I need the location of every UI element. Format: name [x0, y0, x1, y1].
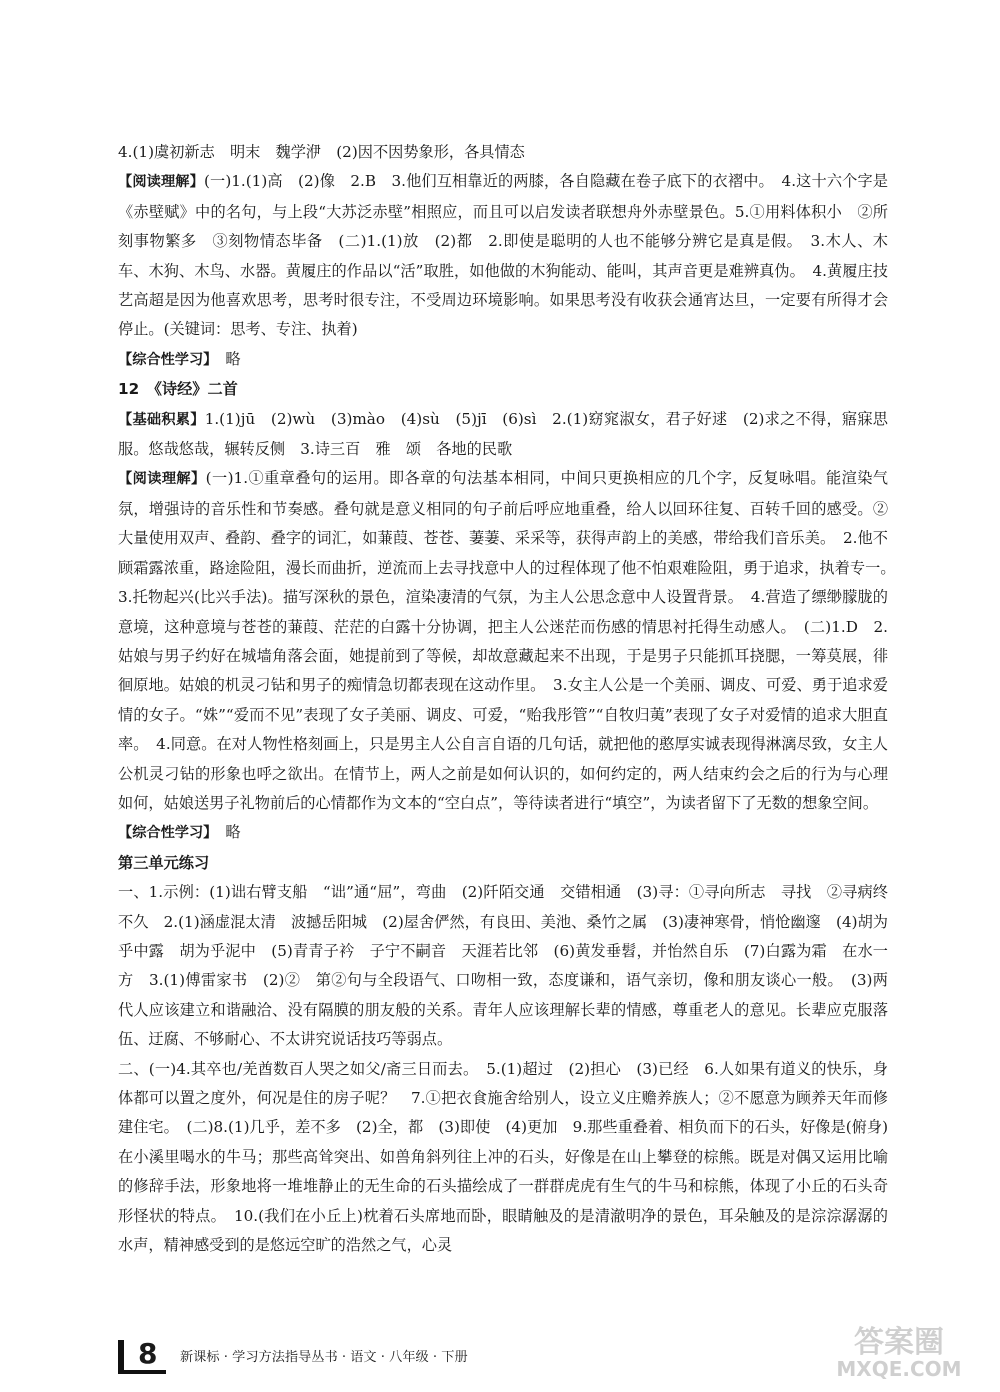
reading-comprehension-block — [118, 167, 888, 344]
reading-comprehension-answers-2: (一)1.①重章叠句的运用。即各章的句法基本相同，中间只更换相应的几个字，反复咏唱。能渲染气氛，增强诗的音乐性和节奏感。叠句就是意义相同的句子前后呼应地重叠，给人以回环往复、百转千回的感受。②大量使用双声、叠韵、叠字的词汇，如蒹葭、苍苍、萋萋、采采等，获得声韵上的美感，带给我们音乐美。 2.他不顾霜露浓重，路途险阻，漫长而曲折，逆流而上去寻找意中人的过程体现了他不怕艰难险阻，勇于追求，执着专一。 3.托物起兴(比兴手法)。描写深秋的景色，渲染凄清的气氛，为主人公思念意中人设置背景。 4.营造了缥缈朦胧的意境，这种意境与苍苍的蒹葭、茫茫的白露十分协调，把主人公迷茫而伤感的情思衬托得生动感人。 (二)1.D 2.姑娘与男子约好在城墙角落会面，她提前到了等候，却故意藏起来不出现，于是男子只能抓耳挠腮，一筹莫展，徘徊原地。姑娘的机灵刁钻和男子的痴情急切都表现在这动作里。 3.女主人公是一个美丽、调皮、可爱、勇于追求爱情的女子。“姝”“爱而不见”表现了女子美丽、调皮、可爱，“贻我彤管”“自牧归荑”表现了女子对爱情的追求大胆直率。 4.同意。在对人物性格刻画上，只是男主人公自言自语的几句话，就把他的憨厚实诚表现得淋漓尽致，女主人公机灵刁钻的形象也呼之欲出。在情节上，两人之前是如何认识的，如何约定的，两人结束约会之后的行为与心理如何，姑娘送男子礼物前后的心情都作为文本的“空白点”，等待读者进行“填空”，为读者留下了无数的想象空间。 — [118, 469, 904, 812]
page-content — [118, 138, 904, 1260]
integrated-learning-heading: 【综合性学习】 — [118, 351, 211, 368]
page-footer — [118, 1338, 718, 1378]
unit-3-part-1: 一、1.示例：(1)诎右臂支船 “诎”通“屈”，弯曲 (2)阡陌交通 交错相通 (3)寻：①寻向所志 寻找 ②寻病终 不久 2.(1)涵虚混太清 波撼岳阳城 (2)屋舍俨然，有良田、美池、桑竹之属 (3)凄神寒骨，悄怆幽邃 (4)胡为乎中露 胡为乎泥中 (5)青青子衿 子宁不嗣音 天涯若比邻 (6)黄发垂髫，并怡然自乐 (7)白露为霜 在水一方 3.(1)傅雷家书 (2)② 第②句与全段语气、口吻相一致，态度谦和，语气亲切，像和朋友谈心一般。 (3)两代人应该建立和谐融洽、没有隔膜的朋友般的关系。青年人应该理解长辈的情感，尊重老人的意见。长辈应克服落伍、迂腐、不够耐心、不太讲究说话技巧等弱点。 — [118, 883, 904, 1049]
unit-3-part-2: 二、(一)4.其卒也/羌酋数百人哭之如父/斋三日而去。 5.(1)超过 (2)担心 (3)已经 6.人如果有道义的快乐，身体都可以置之度外，何况是住的房子呢？ 7.①把衣食施舍给别人，设立义庄赡养族人；②不愿意为顾养天年而修建住宅。 (二)8.(1)几乎，差不多 (2)全，都 (3)即使 (4)更加 9.那些重叠着、相负而下的石头，好像是(俯身)在小溪里喝水的牛马；那些高耸突出、如兽角斜列往上冲的石头，好像是在山上攀登的棕熊。既是对偶又运用比喻的修辞手法，形象地将一堆堆静止的无生命的石头描绘成了一群群虎虎有生气的牛马和棕熊，体现了小丘的石头奇形怪状的特点。 10.(我们在小丘上)枕着石头席地而卧，眼睛触及的是清澈明净的景色，耳朵触及的是淙淙潺潺的水声，精神感受到的是悠远空旷的浩然之气，心灵 — [118, 1059, 888, 1255]
reading-comprehension-answers: (一)1.(1)高 (2)像 2.B 3.他们互相靠近的两膝，各自隐藏在卷子底下的衣褶中。 4.这十六个字是《赤壁赋》中的名句，与上段“大苏泛赤壁”相照应，而且可以启发读者联想舟外赤壁景色。5.①用料体积小 ②所刻事物繁多 ③刻物情态毕备 (二)1.(1)放 (2)都 2.即使是聪明的人也不能够分辨它是真是假。 3.木人、木车、木狗、木鸟、水器。黄履庄的作品以“活”取胜，如他做的木狗能动、能叫，其声音更是难辨真伪。 4.黄履庄技艺高超是因为他喜欢思考，思考时很专注，不受周边环境影响。如果思考没有收获会通宵达旦，一定要有所得才会停止。(关键词：思考、专注、执着) — [118, 172, 888, 339]
watermark-text-bottom: MXQE.COM — [836, 1357, 962, 1381]
page-number-underline — [118, 1370, 166, 1374]
basic-accumulation-answers: 1.(1)jū (2)wù (3)mào (4)sù (5)jī (6)sì 2.(1)窈窕淑女，君子好逑 (2)求之不得，寤寐思服。悠哉悠哉，辗转反侧 3.诗三百 雅 颂 各地的民歌 — [118, 409, 888, 459]
integrated-learning-block-2 — [118, 818, 888, 848]
reading-comprehension-block-2 — [118, 464, 904, 818]
watermark-text-top: 答案圈 — [854, 1325, 944, 1360]
answer-line-4: 4.(1)虞初新志 明末 魏学洢 (2)因不因势象形，各具情态 — [118, 143, 525, 161]
unit-3-exercise-title: 第三单元练习 — [118, 853, 210, 872]
integrated-learning-answer-2: 略 — [210, 823, 241, 842]
integrated-learning-heading-2: 【综合性学习】 — [118, 825, 211, 842]
page-number: 8 — [138, 1337, 158, 1370]
reading-comprehension-heading: 【阅读理解】 — [118, 174, 204, 191]
page-number-bar — [118, 1340, 124, 1374]
lesson-12-title: 12 《诗经》二首 — [118, 380, 238, 399]
basic-accumulation-block — [118, 405, 888, 465]
book-series-title: 新课标 · 学习方法指导丛书 · 语文 · 八年级 · 下册 — [180, 1350, 468, 1365]
watermark-logo — [810, 1320, 988, 1382]
integrated-learning-answer: 略 — [210, 349, 241, 368]
integrated-learning-block-1 — [118, 345, 888, 375]
basic-accumulation-heading: 【基础积累】 — [118, 411, 205, 428]
reading-comprehension-heading-2: 【阅读理解】 — [118, 471, 206, 488]
